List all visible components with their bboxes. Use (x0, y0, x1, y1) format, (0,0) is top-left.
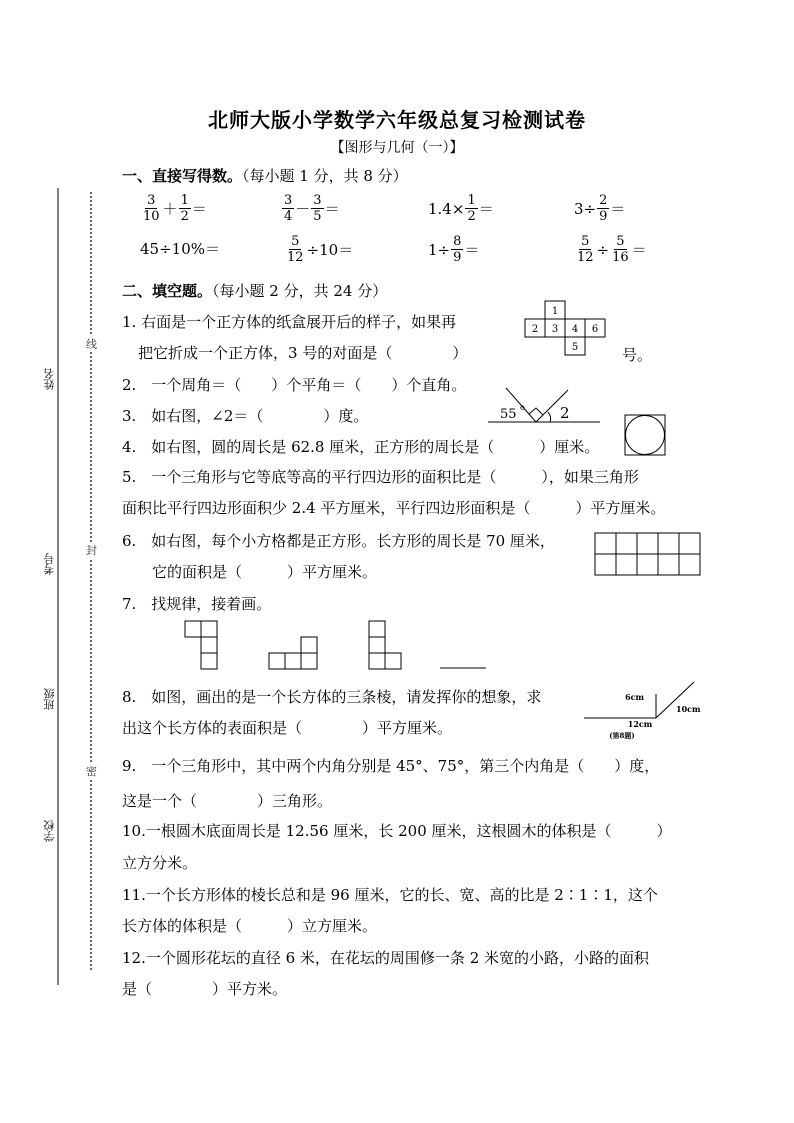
calc-2-2: $\frac{5}{12}$ ÷10＝ (287, 234, 354, 265)
q5-line1: 5. 一个三角形与它等底等高的平行四边形的面积比是（ ），如果三角形 (122, 468, 639, 486)
q6-line1: 6. 如右图，每个小方格都是正方形。长方形的周长是 70 厘米， (122, 532, 555, 550)
circle-in-square-figure (624, 414, 666, 456)
section2-header (122, 280, 387, 301)
q12-line1: 12.一个圆形花坛的直径 6 米，在花坛的周围修一条 2 米宽的小路，小路的面积 (122, 949, 650, 967)
q1-line2: 把它折成一个正方体，3 号的对面是（ ） (138, 344, 468, 362)
right-angle-mark (529, 408, 543, 415)
cube-net-figure (520, 300, 612, 362)
net-label-6: 6 (591, 324, 599, 335)
seal-char-seal: 封 (86, 544, 97, 557)
page-title: 北师大版小学数学六年级总复习检测试卷 (208, 108, 586, 132)
calc-1-3: 1.4× $\frac{1}{2}$ ＝ (428, 193, 494, 224)
net-label-4: 4 (571, 324, 579, 335)
q6-line2: 它的面积是（ ）平方厘米。 (152, 563, 378, 581)
pattern-shape-3 (369, 621, 401, 669)
seal-char-line: 线 (86, 338, 97, 351)
seal-char-secret: 密 (86, 765, 97, 778)
q4-line: 4. 如右图，圆的周长是 62.8 厘米，正方形的周长是（ ）厘米。 (122, 438, 600, 456)
cuboid-edges-figure (582, 678, 706, 744)
exam-number-label: 考号 (43, 553, 56, 575)
cuboid-width-label: 10cm (676, 704, 701, 714)
q10-line2: 立方分米。 (122, 854, 198, 872)
q10-line1: 10.一根圆木底面周长是 12.56 厘米，长 200 厘米，这根圆木的体积是（ ） (122, 822, 672, 840)
q1-line1: 1. 右面是一个正方体的纸盒展开后的样子，如果再 (122, 313, 457, 331)
degree-mark: o (520, 403, 525, 412)
q9-line1: 9. 一个三角形中，其中两个内角分别是 45°、75°，第三个内角是（ ）度， (122, 757, 660, 775)
q8-line2: 出这个长方体的表面积是（ ）平方厘米。 (122, 719, 453, 737)
q9-line2: 这是一个（ ）三角形。 (122, 792, 333, 810)
angle-55-label: 55 (500, 407, 517, 422)
calc-2-3: 1÷ $\frac{8}{9}$ ＝ (428, 234, 480, 265)
section1-note: （每小题 1 分，共 8 分） (242, 167, 408, 185)
angle-figure (484, 384, 604, 426)
q2-line: 2. 一个周角＝（ ）个平角＝（ ）个直角。 (122, 376, 467, 394)
q12-line2: 是（ ）平方米。 (122, 980, 288, 998)
q11-line1: 11.一个长方形体的棱长总和是 96 厘米，它的长、宽、高的比是 2∶1∶1，这个 (122, 886, 658, 904)
q8-line1: 8. 如图，画出的是一个长方体的三条棱，请发挥你的想象，求 (122, 688, 542, 706)
school-label: 学校 (43, 820, 56, 842)
net-label-1: 1 (551, 306, 559, 317)
section2-note: （每小题 2 分，共 24 分） (212, 282, 388, 300)
q11-line2: 长方体的体积是（ ）立方厘米。 (122, 917, 378, 935)
q7-line: 7. 找规律，接着画。 (122, 595, 272, 613)
calc-2-1: 45÷10%＝ (140, 240, 220, 258)
name-label: 姓名 (43, 368, 56, 390)
pattern-figure (180, 618, 490, 672)
calc-1-4: 3÷ $\frac{2}{9}$ ＝ (574, 193, 626, 224)
net-label-2: 2 (531, 324, 539, 335)
calc-1-1: $\frac{3}{10}$ ＋ $\frac{1}{2}$ ＝ (143, 193, 207, 224)
cuboid-length-label: 12cm (627, 719, 653, 729)
q3-line: 3. 如右图，∠2＝（ ）度。 (122, 407, 369, 425)
section1-heading: 一、直接写得数。 (122, 167, 243, 185)
pattern-shape-1 (185, 621, 217, 669)
calc-1-2: $\frac{3}{4}$ － $\frac{3}{5}$ ＝ (284, 193, 340, 224)
page-subtitle: 【图形与几何（一）】 (330, 140, 464, 156)
net-label-5: 5 (571, 342, 579, 353)
net-label-3: 3 (551, 324, 559, 335)
pattern-shape-2 (269, 637, 317, 669)
grid-rectangle-figure (594, 532, 704, 578)
cuboid-height-label: 6cm (625, 692, 644, 702)
binding-lines (0, 0, 120, 1123)
q1-line3: 号。 (622, 346, 653, 364)
section2-heading: 二、填空题。 (122, 282, 213, 300)
angle-2-label: 2 (560, 404, 570, 422)
section1-header (122, 165, 408, 186)
calc-2-4: $\frac{5}{12}$ ÷ $\frac{5}{16}$ ＝ (577, 234, 647, 265)
q5-line2: 面积比平行四边形面积少 2.4 平方厘米，平行四边形面积是（ ）平方厘米。 (122, 499, 666, 517)
class-label: 班级 (43, 688, 56, 710)
cuboid-caption: (第8题) (609, 731, 635, 740)
